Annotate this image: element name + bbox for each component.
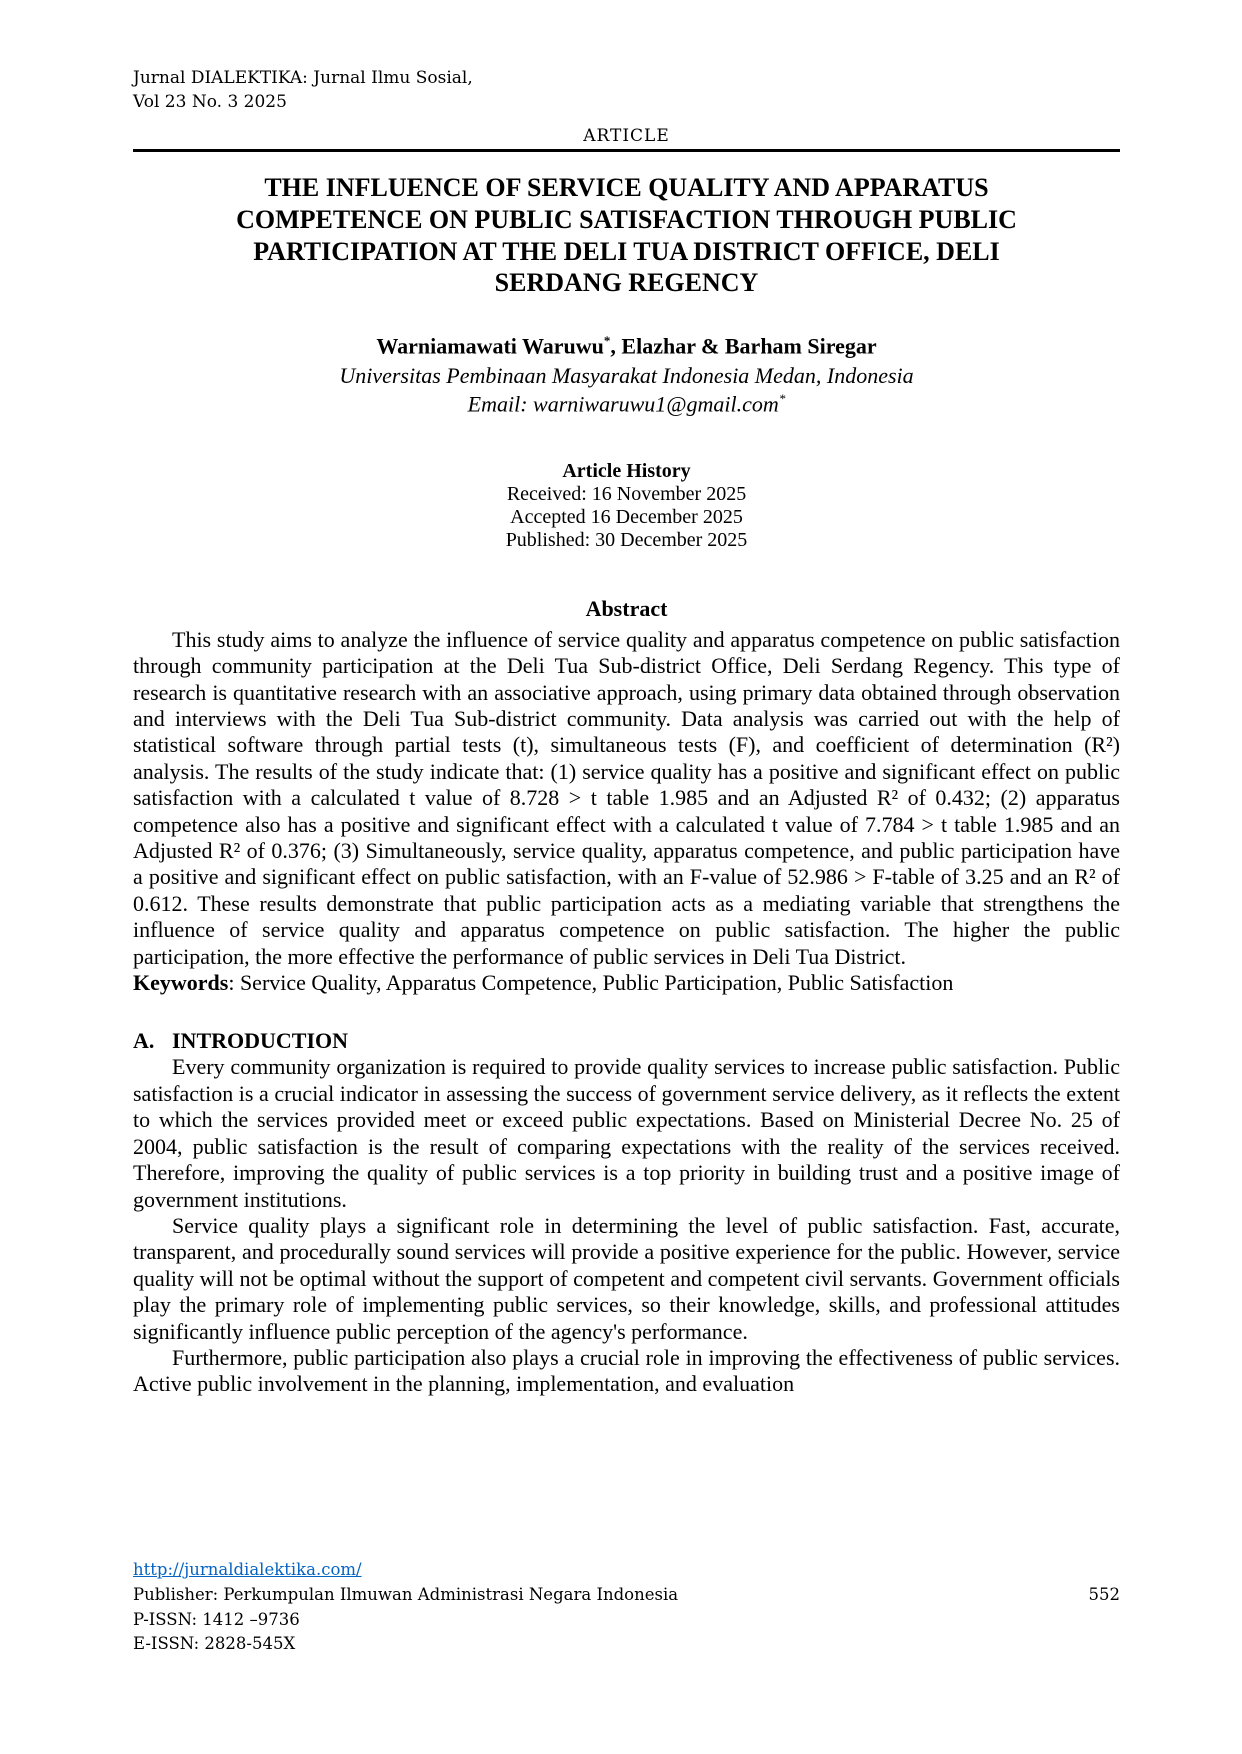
corresponding-author-asterisk: * bbox=[603, 333, 611, 349]
received-date: Received: 16 November 2025 bbox=[506, 482, 747, 505]
introduction-paragraph-3: Furthermore, public participation also plays a crucial role in improving the effectiveness of public services. Active public involvement in the planning, implementation, and evaluation bbox=[133, 1344, 1120, 1397]
e-issn: E-ISSN: 2828-545X bbox=[133, 1634, 296, 1654]
publisher-text: Publisher: Perkumpulan Ilmuwan Administrasi Negara Indonesia bbox=[133, 1584, 679, 1604]
publisher-row bbox=[133, 1583, 1120, 1608]
header-rule bbox=[133, 149, 1120, 152]
section-heading-introduction bbox=[133, 1028, 1120, 1054]
page-title: THE INFLUENCE OF SERVICE QUALITY AND APPARATUS COMPETENCE ON PUBLIC SATISFACTION THROUGH PUBLIC PARTICIPATION AT THE DELI TUA DISTRICT OFFICE, DELI SERDANG REGENCY bbox=[236, 173, 1017, 298]
author-names-rest: , Elazhar & Barham Siregar bbox=[610, 333, 877, 359]
article-history-heading: Article History bbox=[562, 459, 691, 482]
journal-name: Jurnal DIALEKTIKA: Jurnal Ilmu Sosial, bbox=[133, 68, 473, 88]
article-history bbox=[133, 460, 1120, 552]
p-issn: P-ISSN: 1412 –9736 bbox=[133, 1609, 300, 1629]
authors-line bbox=[133, 333, 1120, 359]
journal-header bbox=[133, 66, 1120, 114]
introduction-paragraph-2: Service quality plays a significant role in determining the level of public satisfaction. Fast, accurate, transparent, and procedurally sound services will provide a positive experience for the public. However, service quality will not be optimal without the support of competent and competent civil servants. Government officials play the primary role of implementing public services, so their knowledge, skills, and professional attitudes significantly influence public perception of the agency's performance. bbox=[133, 1212, 1120, 1344]
abstract-heading: Abstract bbox=[585, 595, 668, 621]
keywords-label: Keywords bbox=[133, 970, 229, 996]
keywords-list: : Service Quality, Apparatus Competence, Public Participation, Public Satisfaction bbox=[228, 970, 954, 996]
article-section-label: ARTICLE bbox=[583, 126, 670, 147]
section-letter: A. bbox=[133, 1028, 155, 1054]
email-line bbox=[133, 391, 1120, 417]
page-footer bbox=[133, 1558, 1120, 1657]
section-label: INTRODUCTION bbox=[172, 1028, 349, 1054]
page-number: 552 bbox=[1088, 1584, 1120, 1604]
email-text: Email: warniwaruwu1@gmail.com bbox=[467, 391, 779, 417]
affiliation: Universitas Pembinaan Masyarakat Indonesia Medan, Indonesia bbox=[339, 363, 914, 389]
abstract-body: This study aims to analyze the influence of service quality and apparatus competence on public satisfaction through community participation at the Deli Tua Sub-district Office, Deli Serdang Regency. This type of research is quantitative research with an associative approach, using primary data obtained through observation and interviews with the Deli Tua Sub-district community. Data analysis was carried out with the help of statistical software through partial tests (t), simultaneous tests (F), and coefficient of determination (R²) analysis. The results of the study indicate that: (1) service quality has a positive and significant effect on public satisfaction with a calculated t value of 8.728 > t table 1.985 and an Adjusted R² of 0.432; (2) apparatus competence also has a positive and significant effect with a calculated t value of 7.784 > t table 1.985 and an Adjusted R² of 0.376; (3) Simultaneously, service quality, apparatus competence, and public participation have a positive and significant effect on public satisfaction, with an F-value of 52.986 > F-table of 3.25 and an R² of 0.612. These results demonstrate that public participation acts as a mediating variable that strengthens the influence of service quality and apparatus competence on public satisfaction. The higher the public participation, the more effective the performance of public services in Deli Tua District. bbox=[133, 626, 1120, 969]
journal-url-link[interactable]: http://jurnaldialektika.com/ bbox=[133, 1560, 362, 1579]
published-date: Published: 30 December 2025 bbox=[505, 528, 748, 551]
email-asterisk: * bbox=[778, 391, 786, 407]
author-names: Warniamawati Waruwu bbox=[376, 333, 604, 359]
accepted-date: Accepted 16 December 2025 bbox=[510, 505, 743, 528]
keywords-line bbox=[133, 970, 1120, 996]
journal-volume: Vol 23 No. 3 2025 bbox=[133, 92, 287, 113]
introduction-paragraph-1: Every community organization is required to provide quality services to increase public satisfaction. Public satisfaction is a crucial indicator in assessing the success of government service delivery, as it reflects the extent to which the services provided meet or exceed public expectations. Based on Ministerial Decree No. 25 of 2004, public satisfaction is the result of comparing expectations with the reality of the services received. Therefore, improving the quality of public services is a top priority in building trust and a positive image of government institutions. bbox=[133, 1054, 1120, 1212]
